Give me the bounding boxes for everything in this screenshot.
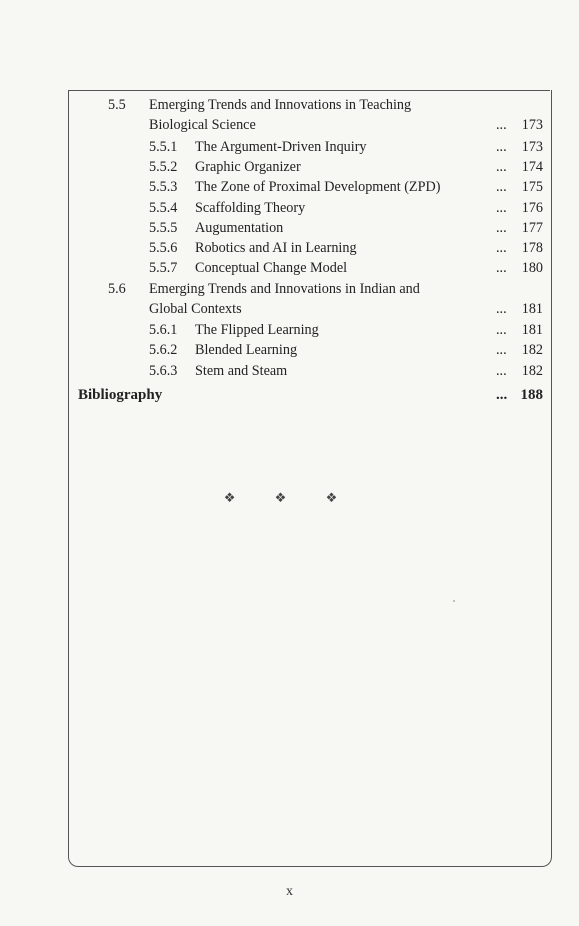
toc-number: 5.6.2 xyxy=(149,342,178,358)
toc-dots: ... xyxy=(496,139,507,155)
toc-page: 181 xyxy=(521,322,543,338)
toc-page: 188 xyxy=(520,387,543,403)
toc-title: The Zone of Proximal Development (ZPD) xyxy=(195,179,441,195)
toc-title: Emerging Trends and Innovations in Indian and xyxy=(149,281,420,297)
toc-number: 5.5.5 xyxy=(149,220,178,236)
toc-title: The Flipped Learning xyxy=(195,322,319,338)
paper-speck xyxy=(453,600,455,602)
toc-dots: ... xyxy=(496,363,507,379)
toc-page: 174 xyxy=(521,159,543,175)
toc-title: Bibliography xyxy=(78,387,163,403)
toc-page: 182 xyxy=(521,363,543,379)
toc-number: 5.6.1 xyxy=(149,322,178,338)
toc-title: Biological Science xyxy=(149,117,256,133)
toc-dots: ... xyxy=(496,322,507,338)
toc-title: Global Contexts xyxy=(149,301,242,317)
toc-number: 5.5.4 xyxy=(149,200,178,216)
toc-number: 5.5.1 xyxy=(149,139,178,155)
toc-title: Graphic Organizer xyxy=(195,159,301,175)
toc-page: 175 xyxy=(521,179,543,195)
toc-page: 180 xyxy=(521,260,543,276)
toc-title: Stem and Steam xyxy=(195,363,288,379)
toc-page: 173 xyxy=(521,117,543,133)
toc-number: 5.5 xyxy=(108,97,126,113)
toc-number: 5.5.3 xyxy=(149,179,178,195)
toc-number: 5.5.2 xyxy=(149,159,178,175)
toc-page: 173 xyxy=(521,139,543,155)
toc-dots: ... xyxy=(496,260,507,276)
toc-title: Robotics and AI in Learning xyxy=(195,240,357,256)
toc-title: Scaffolding Theory xyxy=(195,200,306,216)
toc-page: 181 xyxy=(521,301,543,317)
toc-dots: ... xyxy=(496,387,508,403)
toc-dots: ... xyxy=(496,117,507,133)
toc-number: 5.6.3 xyxy=(149,363,178,379)
toc-page: 177 xyxy=(521,220,543,236)
toc-title: Blended Learning xyxy=(195,342,298,358)
toc-title: Augumentation xyxy=(195,220,284,236)
toc-dots: ... xyxy=(496,200,507,216)
page-number-footer: x xyxy=(286,884,293,899)
toc-dots: ... xyxy=(496,220,507,236)
toc-dots: ... xyxy=(496,301,507,317)
toc-dots: ... xyxy=(496,342,507,358)
toc-dots: ... xyxy=(496,159,507,175)
toc-page: 176 xyxy=(521,200,543,216)
toc-page: 182 xyxy=(521,342,543,358)
toc-number: 5.6 xyxy=(108,281,126,297)
toc-dots: ... xyxy=(496,240,507,256)
toc-page: 178 xyxy=(521,240,543,256)
toc-dots: ... xyxy=(496,179,507,195)
toc-title: Conceptual Change Model xyxy=(195,260,348,276)
toc-number: 5.5.6 xyxy=(149,240,178,256)
ornament-divider: ❖ ❖ ❖ xyxy=(223,490,356,505)
toc-title: Emerging Trends and Innovations in Teaching xyxy=(149,97,412,113)
toc-number: 5.5.7 xyxy=(149,260,178,276)
toc-title: The Argument-Driven Inquiry xyxy=(195,139,367,155)
